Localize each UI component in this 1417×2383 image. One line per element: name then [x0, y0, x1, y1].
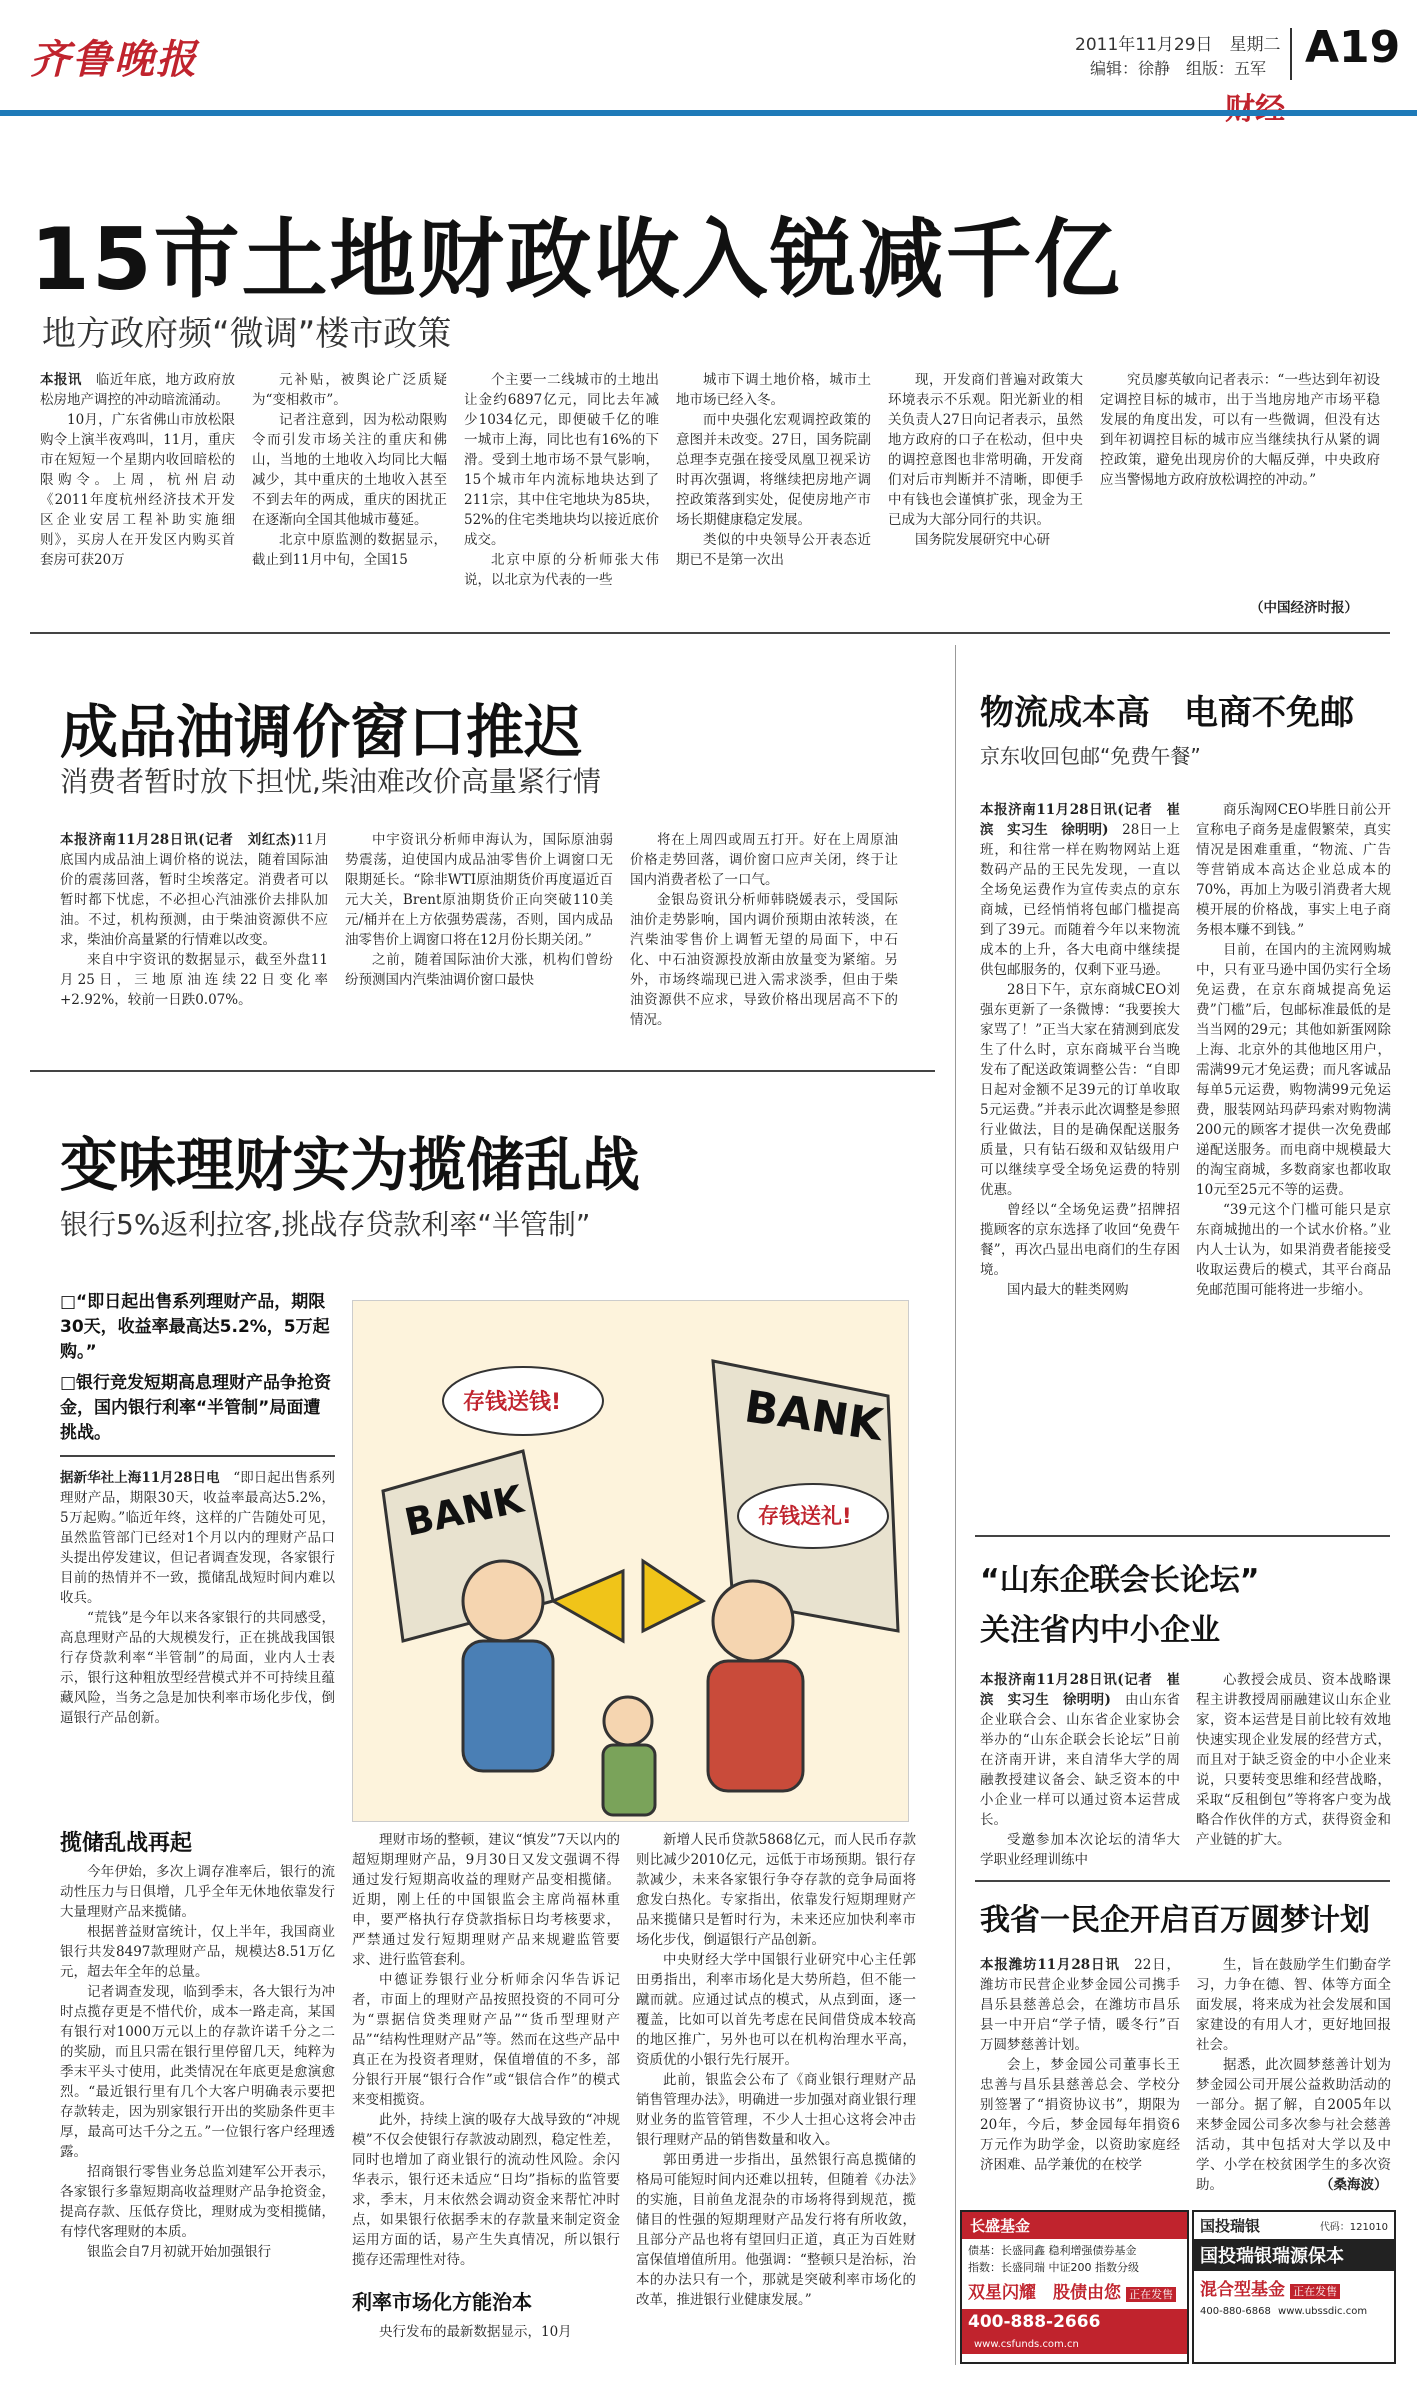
article2-subtitle: 消费者暂时放下担忧,柴油难改价高量紧行情 [60, 765, 601, 798]
paragraph: 此前，银监会公布了《商业银行理财产品销售管理办法》，明确进一步加强对商业银行理财业务的监管管理，不少人士担心这将会冲击银行理财产品的销售数量和收入。 [636, 2072, 916, 2148]
paragraph: 28日下午，京东商城CEO刘强东更新了一条微博：“我要挨大家骂了！”正当大家在猜测到底发生了什么时，京东商城平台当晚发布了配送政策调整公告：“自即日起对金额不足39元的订单收取5元运费。”并表示此次调整是参照行业做法，目的是确保配送服务质量，只有钻石级和双钻级用户可以继续享受全场免运费的特别优惠。 [980, 982, 1180, 1198]
ad-ubssdic [1192, 2210, 1396, 2364]
paragraph: 来自中宇资讯的数据显示，截至外盘11月25日，三地原油连续22日变化率+2.92%，较前一日跌0.07%。 [60, 952, 328, 1008]
section-name [1225, 84, 1285, 128]
article2-col2: 中宇资讯分析师申海认为，国际原油弱势震荡，迫使国内成品油零售价上调窗口无限期延长。“除非WTI原油期货价再度逼近百元大关，Brent原油期货价正向突破110美元/桶并在上方依强势震荡，否则，国内成品油零售价上调窗口将在12月份长期关闭。” 之前，随着国际油价大涨，机构们曾纷纷预测国内汽柴油调价窗口最快 [345, 832, 613, 988]
page-number: A19 [1305, 22, 1401, 73]
article3-subhead1: 揽储乱战再起 [60, 1831, 193, 1856]
paragraph: 根据普益财富统计，仅上半年，我国商业银行共发8497款理财产品，规模达8.51万亿元，超去年全年的总量。 [60, 1924, 335, 1980]
paragraph: 目前，在国内的主流网购城中，只有亚马逊中国仍实行全场免运费，在京东商城提高免运费”门槛”后，包邮标准最低的是当当网的29元；其他如新蛋网除上海、北京外的其他地区用户，需满99元才免运费；而凡客诚品每单5元运费，购物满99元免运费，服装网站玛萨玛索对购物满200元的顾客才提供一次免费邮递配送服务。而电商中规模最大的淘宝商城，多数商家也都收取10元至25元不等的运费。 [1196, 942, 1391, 1198]
paragraph: 中德证券银行业分析师余闪华告诉记者，市面上的理财产品按照投资的不同可分为“票据信贷类理财产品”“货币型理财产品”“结构性理财产品”等。然而在这些产品中真正在为投资者理财，保值增值的不多，部分银行开展“银行合作”或“银信合作”的模式来变相揽资。 [352, 1972, 620, 2108]
article2-title: 成品油调价窗口推迟 [60, 698, 583, 766]
paragraph: 郭田勇进一步指出，虽然银行高息揽储的格局可能短时间内还难以扭转，但随着《办法》的实施，目前鱼龙混杂的市场将得到规范，揽储目的性强的短期理财产品发行将有所收敛，且部分产品也将有望回归正道，真正为百姓财富保值增值所用。他强调：“整顿只是治标，治本的办法只有一个，那就是突破利率市场化的改革，推进银行业健康发展。” [636, 2152, 916, 2308]
side3-title: 我省一民企开启百万圆梦计划 [980, 1903, 1370, 1938]
paragraph: 银监会自7月初就开始加强银行 [87, 2244, 272, 2260]
side2-title: “山东企联会长论坛” [980, 1563, 1260, 1598]
right-bubble-text: 存钱送礼! [758, 1504, 852, 1528]
article2-divider [30, 1070, 935, 1072]
cartoon-illustration [352, 1300, 909, 1822]
customer-head [604, 1697, 652, 1745]
article1-subtitle: 地方政府频“微调”楼市政策 [42, 314, 452, 354]
article1-title: 15市土地财政收入锐减千亿 [30, 210, 1122, 310]
paragraph: 招商银行零售业务总监刘建军公开表示，各家银行多靠短期高收益理财产品争抢资金，提高存款、压低存贷比，理财成为变相揽储，有悖代客理财的本质。 [60, 2164, 335, 2240]
side2-col1: 本报济南11月28日讯(记者 崔滨 实习生 徐明明) 由山东省企业联合会、山东省企业家协会举办的“山东企联会长论坛”日前在济南开讲，来自清华大学的周融教授建议备会、缺乏资本的中小企业一样可以通过资本运营成长。 受邀参加本次论坛的清华大学职业经理训练中 [980, 1672, 1181, 1868]
ad2-phone: 400-880-6868 [1200, 2306, 1271, 2317]
right-banker-head [713, 1581, 793, 1661]
ad1-slogan-tag: 正在发售 [1126, 2287, 1176, 2302]
summary-item: □银行竞发短期高息理财产品争抢资金，国内银行利率“半管制”局面遭挑战。 [60, 1373, 332, 1443]
left-banker-head [463, 1561, 543, 1641]
ad2-code: 代码：121010 [1319, 2222, 1388, 2233]
article3-col1b: 今年伊始，多次上调存准率后，银行的流动性压力与日俱增，几乎全年无休地依靠发行大量理财产品来揽储。 根据普益财富统计，仅上半年，我国商业银行共发8497款理财产品，规模达8.51万亿元，超去年全年的总量。 记者调查发现，临到季末，各大银行为冲时点揽存更是不惜代价，成本一路走高，某国有银行对1000万元以上的存款许诺千分之二的奖励，而且只需在银行里停留几天，纯粹为季末平头寸使用，此类情况在年底更是愈演愈烈。“最近银行里有几个大客户明确表示要把存款转走，因为别家银行开出的奖励条件更丰厚，最高可达千分之五。”一位银行客户经理透露。 招商银行零售业务总监刘建军公开表示，各家银行多靠短期高收益理财产品争抢资金，提高存款、压低存贷比，理财成为变相揽储，有悖代客理财的本质。 银监会自7月初就开始加强银行 [60, 1864, 335, 2260]
right-bank-sign: BANK [741, 1381, 886, 1452]
article3-summary [60, 1290, 335, 1452]
paragraph: “39元这个门槛可能只是京东商城抛出的一个试水价格。”业内人士认为，如果消费者能接受收取运费后的模式，其平台商品免邮范围可能将进一步缩小。 [1196, 1202, 1391, 1298]
ad2-tag: 正在发售 [1290, 2284, 1340, 2299]
ad2-brand: 国投瑞银 [1200, 2217, 1261, 2235]
article3-col3: 新增人民币贷款5868亿元，而人民币存款则比减少2010亿元，远低于市场预期。银行存款减少，未来各家银行争夺存款的竞争局面将愈发白热化。专家指出，依靠发行短期理财产品来揽储只是暂时行为，未来还应加快利率市场化步伐，倒逼银行产品创新。 中央财经大学中国银行业研究中心主任郭田勇指出，利率市场化是大势所趋，但不能一蹴而就。应通过试点的模式，从点到面，逐一覆盖，比如可以首先考虑在民间借贷成本较高的地区推广，另外也可以在机构治理水平高，资质优的小银行先行展开。 此前，银监会公布了《商业银行理财产品销售管理办法》，明确进一步加强对商业银行理财业务的监管管理，不少人士担心这将会冲击银行理财产品的销售数量和收入。 郭田勇进一步指出，虽然银行高息揽储的格局可能短时间内还难以扭转，但随着《办法》的实施，目前鱼龙混杂的市场将得到规范，揽储目的性强的短期理财产品发行将有所收敛，且部分产品也将有望回归正道，真正为百姓财富保值增值所用。他强调：“整顿只是治标，治本的办法只有一个，那就是突破利率市场化的改革，推进银行业健康发展。” [636, 1832, 916, 2308]
article1-col4: 城市下调土地价格，城市土地市场已经入冬。 而中央强化宏观调控政策的意图并未改变。27日，国务院副总理李克强在接受凤凰卫视采访时再次强调，将继续把房地产调控政策落到实处，促使房地产市场长期健康稳定发展。 类似的中央领导公开表态近期已不是第一次出 [676, 372, 871, 568]
ad-changsheng [960, 2210, 1189, 2364]
editor-credit: 编辑：徐静 组版：五军 [1090, 59, 1267, 78]
ad1-phone: 400-888-2666 [968, 2312, 1101, 2332]
paragraph: 记者调查发现，临到季末，各大银行为冲时点揽存更是不惜代价，成本一路走高，某国有银行对1000万元以上的存款许诺千分之二的奖励，而且只需在银行里停留几天，纯粹为季末平头寸使用，此类情况在年底更是愈演愈烈。“最近银行里有几个大客户明确表示要把存款转走，因为别家银行开出的奖励条件更丰厚，最高可达千分之五。”一位银行客户经理透露。 [60, 1984, 335, 2160]
paragraph: 受邀参加本次论坛的清华大学职业经理训练中 [980, 1832, 1180, 1868]
paragraph: 记者注意到，因为松动限购令而引发市场关注的重庆和佛山，当地的土地收入均同比大幅减少，其中重庆的土地收入甚至不到去年的两成，重庆的困扰正在逐渐向全国其他城市蔓延。 [252, 412, 447, 528]
paragraph: 国内最大的鞋类网购 [1007, 1282, 1129, 1298]
article1-dateline: 本报讯 [40, 372, 82, 388]
side3-col2: 生，旨在鼓励学生们勤奋学习，力争在德、智、体等方面全面发展，将来成为社会发展和国家建设的有用人才，更好地回报社会。 据悉，此次圆梦慈善计划为梦金园公司开展公益救助活动的一部分。据了解，自2005年以来梦金园公司多次参与社会慈善活动，其中包括对大学以及中学、小学在校贫困学生的多次资助。 [1196, 1957, 1391, 2193]
article1-col5: 现，开发商们普遍对政策大环境表示不乐观。阳光新业的相关负责人27日向记者表示，虽然地方政府的口子在松动，但中央的调控意图也非常明确，开发商们对后市判断并不清晰，即便手中有钱也会谨慎扩张，现金为王已成为大部分同行的共识。 国务院发展研究中心研 [888, 372, 1083, 548]
paragraph: 10月，广东省佛山市放松限购令上演半夜鸡叫，11月，重庆市在短短一个星期内收回暗松的限购令。上周，杭州启动《2011年度杭州经济技术开发区企业安居工程补助实施细则》，买房人在开发区内购买首套房可获20万 [40, 412, 235, 568]
ad1-web: www.csfunds.com.cn [974, 2339, 1079, 2350]
side3-credit: （桑海波） [1320, 2177, 1388, 2193]
ad1-line2: 指数：长盛同瑞 中证200 指数分级 [968, 2261, 1139, 2274]
cartoon-svg [353, 1301, 908, 1821]
header-divider [1290, 28, 1292, 80]
article1-col1: 本报讯 临近年底，地方政府放松房地产调控的冲动暗流涌动。 10月，广东省佛山市放松限购令上演半夜鸡叫，11月，重庆市在短短一个星期内收回暗松的限购令。上周，杭州启动《2011年度杭州经济技术开发区企业安居工程补助实施细则》，买房人在开发区内购买首套房可获20万 [40, 372, 236, 568]
article3-subhead2: 利率市场化方能治本 [352, 2290, 532, 2314]
paragraph: 国务院发展研究中心研 [915, 532, 1050, 548]
header-rule [0, 110, 1417, 116]
paragraph: 类似的中央领导公开表态近期已不是第一次出 [676, 532, 871, 568]
article3-subtitle: 银行5%返利拉客,挑战存贷款利率“半管制” [60, 1208, 591, 1241]
article2-col3: 将在上周四或周五打开。好在上周原油价格走势回落，调价窗口应声关闭，终于让国内消费者松了一口气。 金银岛资讯分析师韩晓媛表示，受国际油价走势影响，国内调价预期由浓转淡，在汽柴油零售价上调暂无望的局面下，中石化、中石油资源投放渐由放量变为紧缩。另外，市场终端现已进入需求淡季，但由于柴油资源供不应求，导致价格出现居高不下的情况。 [630, 832, 898, 1028]
paragraph: “荒钱”是今年以来各家银行的共同感受，高息理财产品的大规模发行，正在挑战我国银行存贷款利率“半管制”的局面，业内人士表示，银行这种粗放型经营模式并不可持续且蕴藏风险，当务之急是加快利率市场化步伐，倒逼银行产品创新。 [60, 1610, 335, 1726]
ad2-web: www.ubssdic.com [1278, 2306, 1368, 2317]
article1-col2: 元补贴，被舆论广泛质疑为“变相救市”。 记者注意到，因为松动限购令而引发市场关注的重庆和佛山，当地的土地收入均同比大幅减少，其中重庆的土地收入甚至不到去年的两成，重庆的困扰正在逐渐向全国其他城市蔓延。 北京中原监测的数据显示，截止到11月中旬，全国15 [252, 372, 447, 568]
left-banker-body [463, 1641, 553, 1771]
side2-divider [975, 1880, 1390, 1882]
sidebar-divider [955, 645, 956, 2365]
side1-divider [975, 1535, 1390, 1537]
ad2-line2: 混合型基金 [1200, 2280, 1285, 2300]
paragraph: 据悉，此次圆梦慈善计划为梦金园公司开展公益救助活动的一部分。据了解，自2005年以来梦金园公司多次参与社会慈善活动，其中包括对大学以及中学、小学在校贫困学生的多次资助。 [1196, 2057, 1391, 2193]
left-bank-sign: BANK [400, 1476, 527, 1545]
paragraph: 金银岛资讯分析师韩晓媛表示，受国际油价走势影响，国内调价预期由浓转淡，在汽柴油零售价上调暂无望的局面下，中石化、中石油资源投放渐由放量变为紧缩。另外，市场终端现已进入需求淡季，但由于柴油资源供不应求，导致价格出现居高不下的情况。 [630, 892, 898, 1028]
side1-subtitle: 京东收回包邮“免费午餐” [980, 744, 1201, 768]
newspaper-logo: 齐鲁晚报 [30, 37, 198, 83]
article2-col1: 本报济南11月28日讯(记者 刘红杰)11月底国内成品油上调价格的说法，随着国际油价的震荡回落，暂时尘埃落定。消费者可以暂时都下忧虑，不必担心汽油涨价去排队加油。不过，机构预测，由于柴油资源供不应求，柴油价高量紧的行情难以改变。 来自中宇资讯的数据显示，截至外盘11月25日，三地原油连续22日变化率+2.92%，较前一日跌0.07%。 [60, 832, 328, 1008]
side2-col2: 心教授会成员、资本战略课程主讲教授周丽融建议山东企业家，资本运营是目前比较有效地快速实现企业发展的经营方式，而且对于缺乏资金的中小企业来说，只要转变思维和经营战略，采取“反租倒包”等将客户变为战略合作伙伴的方式，获得资金和产业链的扩大。 [1196, 1672, 1391, 1848]
issue-date: 2011年11月29日 星期二 [1075, 35, 1281, 55]
paragraph: 北京中原监测的数据显示，截止到11月中旬，全国15 [252, 532, 447, 568]
article1-col6: 究员廖英敏向记者表示：“一些达到年初设定调控目标的城市，出于当地房地产市场平稳发展的角度出发，可以有一些微调，但没有达到年初调控目标的城市应当继续执行从紧的调控政策，避免出现房价的大幅反弹，中央政府应当警惕地方政府放松调控的冲动。” [1100, 372, 1380, 488]
ad1-brand: 长盛基金 [962, 2212, 1187, 2239]
paragraph: 会上，梦金园公司董事长王忠善与昌乐县慈善总会、学校分别签署了“捐资协议书”，期限为20年，今后，梦金园每年捐资6万元作为助学金，以资助家庭经济困难、品学兼优的在校学 [980, 2057, 1180, 2173]
article3-col1: 据新华社上海11月28日电 “即日起出售系列理财产品，期限30天，收益率最高达5.2%，5万起购。”临近年终，这样的广告随处可见，虽然监管部门已经对1个月以内的理财产品口头提出停发建议，但记者调查发现，各家银行目前的热情并不一致，揽储乱战短时间内难以收兵。 “荒钱”是今年以来各家银行的共同感受，高息理财产品的大规模发行，正在挑战我国银行存贷款利率“半管制”的局面，业内人士表示，银行这种粗放型经营模式并不可持续且蕴藏风险，当务之急是加快利率市场化步伐，倒逼银行产品创新。 [60, 1470, 336, 1726]
paragraph: 曾经以“全场免运费”招牌招揽顾客的京东选择了收回“免费午餐”，再次凸显出电商们的生存困境。 [980, 1202, 1180, 1278]
customer-body [603, 1745, 655, 1815]
summary-item: □“即日起出售系列理财产品，期限30天，收益率最高达5.2%，5万起购。” [60, 1292, 330, 1362]
side1-title: 物流成本高 电商不免邮 [980, 693, 1354, 733]
ad1-slogan: 双星闪耀 股债由您 [968, 2283, 1121, 2303]
right-banker-body [708, 1661, 803, 1791]
paragraph: 之前，随着国际油价大涨，机构们曾纷纷预测国内汽柴油调价窗口最快 [345, 952, 613, 988]
paragraph: 而中央强化宏观调控政策的意图并未改变。27日，国务院副总理李克强在接受凤凰卫视采访时再次强调，将继续把房地产调控政策落到实处，促使房地产市场长期健康稳定发展。 [676, 412, 871, 528]
article3-col2b: 央行发布的最新数据显示，10月 [379, 2324, 572, 2340]
ad1-line1: 债基：长盛同鑫 稳利增强债券基金 [968, 2244, 1137, 2257]
article1-divider [30, 632, 1390, 634]
paragraph: 此外，持续上演的吸存大战导致的“冲规模”不仅会使银行存款波动剧烈，稳定性差，同时也增加了商业银行的流动性风险。余闪华表示，银行还未适应“日均”指标的监管要求，季末，月末依然会调动资金来帮忙冲时点，如果银行依据季末的存款量来制定资金运用方面的话，易产生失真情况，所以银行揽存还需理性对待。 [352, 2112, 620, 2268]
side2-subtitle: 关注省内中小企业 [980, 1613, 1220, 1648]
side3-col1: 本报潍坊11月28日讯 22日，潍坊市民营企业梦金园公司携手昌乐县慈善总会，在潍坊市昌乐县一中开启“学子情，暖冬行”百万圆梦慈善计划。 会上，梦金园公司董事长王忠善与昌乐县慈善总会、学校分别签署了“捐资协议书”，期限为20年，今后，梦金园每年捐资6万元作为助学金，以资助家庭经济困难、品学兼优的在校学 [980, 1957, 1180, 2173]
paragraph: 北京中原的分析师张大伟说，以北京为代表的一些 [464, 552, 659, 588]
side1-col2: 商乐淘网CEO毕胜日前公开宣称电子商务是虚假繁荣，真实情况是困难重重，“物流、广告等营销成本高达企业总成本的70%，再加上为吸引消费者大规模开展的价格战，事实上电子商务根本赚不到钱。” 目前，在国内的主流网购城中，只有亚马逊中国仍实行全场免运费，在京东商城提高免运费”门槛”后，包邮标准最低的是当当网的29元；其他如新蛋网除上海、北京外的其他地区用户，需满99元才免运费；而凡客诚品每单5元运费，购物满99元免运费，服装网站玛萨玛索对购物满200元的顾客才提供一次免费邮递配送服务。而电商中规模最大的淘宝商城，多数商家也都收取10元至25元不等的运费。 “39元这个门槛可能只是京东商城抛出的一个试水价格。”业内人士认为，如果消费者能接受收取运费后的模式，其平台商品免邮范围可能将进一步缩小。 [1196, 802, 1391, 1298]
article3-title: 变味理财实为揽储乱战 [60, 1131, 641, 1199]
side1-col1: 本报济南11月28日讯(记者 崔滨 实习生 徐明明) 28日一上班，和往常一样在购物网站上逛数码产品的王民先发现，一直以全场免运费作为宣传卖点的京东商城，已经悄悄将包邮门槛提高到了39元。而随着今年以来物流成本的上升，各大电商中继续提供包邮服务的，仅剩下亚马逊。 28日下午，京东商城CEO刘强东更新了一条微博：“我要挨大家骂了！”正当大家在猜测到底发生了什么时，京东商城平台当晚发布了配送政策调整公告：“自即日起对金额不足39元的订单收取5元运费。”并表示此次调整是参照行业做法，目的是确保配送服务质量，只有钻石级和双钻级用户可以继续享受全场免运费的特别优惠。 曾经以“全场免运费”招牌招揽顾客的京东选择了收回“免费午餐”，再次凸显出电商们的生存困境。 国内最大的鞋类网购 [980, 802, 1181, 1298]
summary-rule [60, 1455, 335, 1457]
paragraph: 中央财经大学中国银行业研究中心主任郭田勇指出，利率市场化是大势所趋，但不能一蹴而就。应通过试点的模式，从点到面，逐一覆盖，比如可以首先考虑在民间借贷成本较高的地区推广，另外也可以在机构治理水平高，资质优的小银行先行展开。 [636, 1952, 916, 2068]
article1-credit: （中国经济时报） [1250, 600, 1358, 616]
left-bubble-text: 存钱送钱! [463, 1390, 562, 1415]
article1-col3: 个主要一二线城市的土地出让金约6897亿元，同比去年减少1034亿元，即便破千亿的唯一城市上海，同比也有16%的下滑。受到土地市场不景气影响，15个城市年内流标地块达到了211宗，其中住宅地块为85块，52%的住宅类地块均以接近底价成交。 北京中原的分析师张大伟说，以北京为代表的一些 [464, 372, 659, 588]
ad2-line1: 国投瑞银瑞源保本 [1194, 2239, 1394, 2271]
article3-col2: 理财市场的整顿，建议“慎发”7天以内的超短期理财产品，9月30日又发文强调不得通过发行短期高收益的理财产品变相揽储。近期，刚上任的中国银监会主席尚福林重申，要严格执行存贷款指标日均考核要求，严禁通过发行短期理财产品来规避监管要求、进行监管套利。 中德证券银行业分析师余闪华告诉记者，市面上的理财产品按照投资的不同可分为“票据信贷类理财产品”“货币型理财产品”“结构性理财产品”等。然而在这些产品中真正在为投资者理财，保值增值的不多，部分银行开展“银行合作”或“银信合作”的模式来变相揽资。 此外，持续上演的吸存大战导致的“冲规模”不仅会使银行存款波动剧烈，稳定性差，同时也增加了商业银行的流动性风险。余闪华表示，银行还未适应“日均”指标的监管要求，季末，月末依然会调动资金来帮忙冲时点，如果银行依据季末的存款量来制定资金运用方面的话，易产生失真情况，所以银行揽存还需理性对待。 [352, 1832, 620, 2268]
